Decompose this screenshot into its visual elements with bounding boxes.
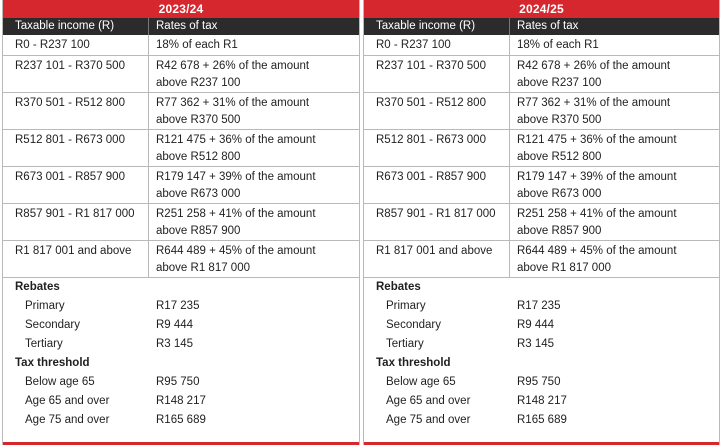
bracket-rate [149, 204, 359, 240]
rebate-row [3, 297, 359, 316]
bracket-rate [510, 241, 719, 277]
bracket-rate-line2: above R237 100 [517, 77, 602, 89]
year-header: 2023/24 [3, 0, 359, 18]
column-header-rates: Rates of tax [156, 20, 218, 32]
bracket-rate-line2: above R370 500 [517, 114, 602, 126]
rebate-label: Secondary [25, 319, 80, 331]
threshold-label: Age 75 and over [25, 414, 110, 426]
bracket-rate [510, 167, 719, 203]
bracket-rate-line2: above R512 800 [517, 151, 602, 163]
bracket-rate [149, 35, 359, 55]
threshold-value: R148 217 [156, 395, 206, 407]
bracket-rate-line1: R179 147 + 39% of the amount [156, 171, 316, 183]
threshold-row [364, 373, 719, 392]
bracket-income: R370 501 - R512 800 [364, 93, 510, 129]
threshold-row [3, 373, 359, 392]
column-header-rates: Rates of tax [517, 20, 579, 32]
bracket-rate-line1: R42 678 + 26% of the amount [156, 60, 310, 72]
rebate-label: Secondary [386, 319, 441, 331]
threshold-label: Age 75 and over [386, 414, 471, 426]
bracket-rate-line2: above R857 900 [156, 225, 241, 237]
rebate-row [364, 335, 719, 354]
bracket-income: R673 001 - R857 900 [3, 167, 149, 203]
rebate-value: R3 145 [517, 338, 555, 350]
bracket-income: R237 101 - R370 500 [364, 56, 510, 92]
bracket-rate [149, 167, 359, 203]
threshold-value: R165 689 [156, 414, 206, 426]
bracket-row [3, 93, 359, 130]
bracket-rate-line2: above R512 800 [156, 151, 241, 163]
bracket-row [364, 241, 719, 278]
rebate-value: R3 145 [156, 338, 194, 350]
threshold-row [3, 392, 359, 411]
threshold-label: Below age 65 [25, 376, 95, 388]
bracket-row [3, 56, 359, 93]
rebate-label: Primary [386, 300, 426, 312]
bracket-rate-line1: R121 475 + 36% of the amount [517, 134, 677, 146]
bracket-rate-line2: above R370 500 [156, 114, 241, 126]
bracket-rate-line1: R77 362 + 31% of the amount [156, 97, 310, 109]
bracket-row [3, 167, 359, 204]
bracket-rate-line2: above R673 000 [517, 188, 602, 200]
bracket-row [3, 130, 359, 167]
bracket-income: R512 801 - R673 000 [3, 130, 149, 166]
bracket-row [364, 130, 719, 167]
threshold-value: R95 750 [156, 376, 200, 388]
bracket-rate [149, 56, 359, 92]
bracket-row [3, 241, 359, 278]
bracket-rate-line2: above R673 000 [156, 188, 241, 200]
rebate-row [3, 335, 359, 354]
rebate-row [364, 297, 719, 316]
bracket-rate [510, 130, 719, 166]
rebate-value: R17 235 [156, 300, 200, 312]
bracket-rate-line1: R251 258 + 41% of the amount [156, 208, 316, 220]
bracket-rate [510, 93, 719, 129]
bracket-income: R1 817 001 and above [364, 241, 510, 277]
bracket-income: R857 901 - R1 817 000 [364, 204, 510, 240]
bracket-row [364, 93, 719, 130]
year-header: 2024/25 [364, 0, 719, 18]
bracket-row [364, 167, 719, 204]
column-headers [3, 18, 359, 35]
bracket-rate [149, 241, 359, 277]
bracket-rate-line1: 18% of each R1 [517, 39, 599, 51]
threshold-value: R95 750 [517, 376, 561, 388]
bracket-rate-line1: R644 489 + 45% of the amount [156, 245, 316, 257]
bracket-rate-line1: R251 258 + 41% of the amount [517, 208, 677, 220]
threshold-title: Tax threshold [376, 357, 451, 369]
rebate-value: R9 444 [156, 319, 194, 331]
threshold-label: Age 65 and over [386, 395, 471, 407]
bracket-rate [149, 93, 359, 129]
bracket-row [364, 56, 719, 93]
bracket-income: R237 101 - R370 500 [3, 56, 149, 92]
rebate-label: Primary [25, 300, 65, 312]
bracket-income: R370 501 - R512 800 [3, 93, 149, 129]
rebate-value: R9 444 [517, 319, 555, 331]
threshold-row [364, 411, 719, 430]
bracket-rate-line1: R644 489 + 45% of the amount [517, 245, 677, 257]
column-header-income: Taxable income (R) [3, 18, 149, 35]
rebate-label: Tertiary [386, 338, 424, 350]
bracket-row [364, 204, 719, 241]
threshold-row [3, 411, 359, 430]
bracket-rate-line1: R77 362 + 31% of the amount [517, 97, 671, 109]
bracket-rate-line1: R121 475 + 36% of the amount [156, 134, 316, 146]
threshold-value: R148 217 [517, 395, 567, 407]
rebate-row [364, 316, 719, 335]
threshold-label: Below age 65 [386, 376, 456, 388]
bracket-income: R0 - R237 100 [3, 35, 149, 55]
bracket-rate-line1: R42 678 + 26% of the amount [517, 60, 671, 72]
bracket-rate-line1: R179 147 + 39% of the amount [517, 171, 677, 183]
bracket-income: R512 801 - R673 000 [364, 130, 510, 166]
threshold-label: Age 65 and over [25, 395, 110, 407]
rebate-value: R17 235 [517, 300, 561, 312]
bracket-rate [510, 35, 719, 55]
rebate-row [3, 316, 359, 335]
column-headers [364, 18, 719, 35]
threshold-value: R165 689 [517, 414, 567, 426]
threshold-title: Tax threshold [15, 357, 90, 369]
bracket-row [3, 35, 359, 56]
bracket-income: R0 - R237 100 [364, 35, 510, 55]
rebates-title: Rebates [376, 281, 421, 293]
bracket-income: R1 817 001 and above [3, 241, 149, 277]
tax-table-2023-24 [2, 0, 360, 445]
rebate-label: Tertiary [25, 338, 63, 350]
bracket-row [3, 204, 359, 241]
bracket-rate-line1: 18% of each R1 [156, 39, 238, 51]
threshold-row [364, 392, 719, 411]
bracket-rate-line2: above R1 817 000 [517, 262, 611, 274]
bracket-rate [149, 130, 359, 166]
column-header-income: Taxable income (R) [364, 18, 510, 35]
bracket-rate [510, 204, 719, 240]
bracket-row [364, 35, 719, 56]
bracket-rate-line2: above R1 817 000 [156, 262, 250, 274]
bracket-income: R673 001 - R857 900 [364, 167, 510, 203]
bracket-rate-line2: above R237 100 [156, 77, 241, 89]
bracket-rate [510, 56, 719, 92]
bracket-rate-line2: above R857 900 [517, 225, 602, 237]
tax-table-2024-25 [363, 0, 720, 445]
bracket-income: R857 901 - R1 817 000 [3, 204, 149, 240]
rebates-title: Rebates [15, 281, 60, 293]
